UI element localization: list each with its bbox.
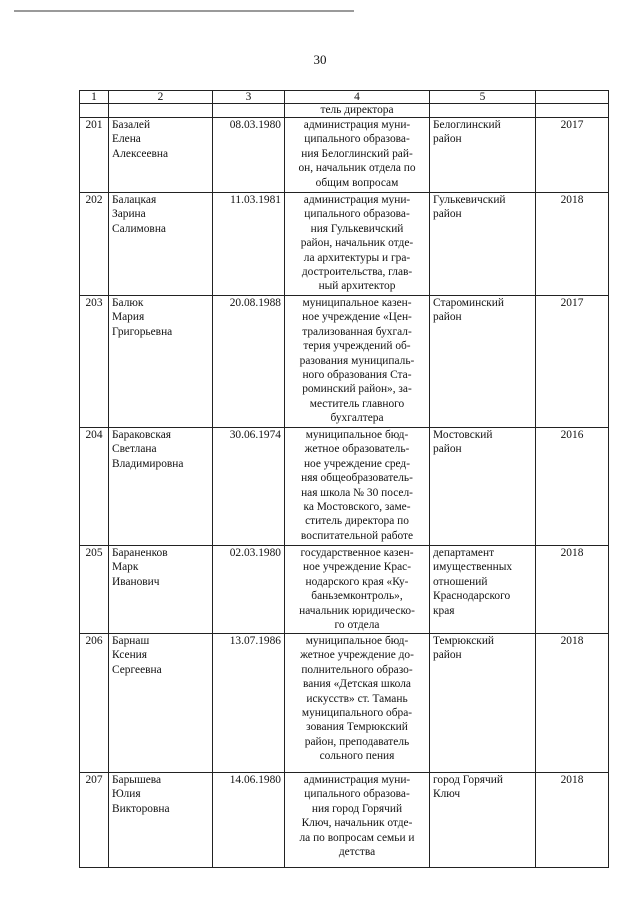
cell-position: тель директора [285, 104, 430, 118]
cell-name [109, 118, 213, 193]
cell-date-text: 11.03.1981 [230, 194, 281, 206]
cell-position-text: государственное казен- ное учреждение Крас- нодарского края «Ку- баньземконтроль», начальник юридическо- го отдела [299, 547, 415, 632]
cell-name [109, 428, 213, 546]
cell-num [80, 773, 109, 868]
cell-place-text: Темрюкский район [433, 635, 495, 662]
cell-name-text: Балацкая Зарина Салимовна [112, 194, 166, 235]
cell-position [285, 634, 430, 773]
cell-num-text: 202 [85, 194, 103, 206]
table-row [80, 193, 609, 296]
cell-year [536, 634, 609, 773]
table-row [80, 634, 609, 773]
page-number: 30 [313, 52, 327, 67]
cell-position-text: муниципальное казен- ное учреждение «Цен- трализованная бухгал- терия учреждений об- разования муниципаль- ного образования Ста- роминский район», за- меститель главного бухгалтера [299, 297, 415, 425]
cell-date [213, 296, 285, 428]
cell-date [213, 104, 285, 118]
cell-position [285, 118, 430, 193]
cell-name-text: Барнаш Ксения Сергеевна [112, 635, 162, 676]
cell-year-text: 2018 [560, 194, 584, 206]
table-row [80, 118, 609, 193]
cell-position-text: администрация муни- ципального образова- ния город Горячий Ключ, начальник отде- ла по вопросам семьи и детства [299, 774, 415, 859]
header-row [80, 91, 609, 104]
cell-year-text: 2016 [560, 429, 584, 441]
header-col-1: 1 [80, 91, 109, 104]
cell-place-text: Гулькевичский район [433, 194, 506, 221]
cell-position-text: муниципальное бюд- жетное учреждение до- полнительного образо- вания «Детская школа искусств» ст. Тамань муниципального обра- зования Темрюкский район, преподаватель сольного пения [300, 635, 414, 763]
cell-date [213, 773, 285, 868]
cell-num [80, 104, 109, 118]
cell-place [430, 773, 536, 868]
cell-place [430, 546, 536, 634]
header-col-6 [536, 91, 609, 104]
table-row [80, 428, 609, 546]
cell-name-text: Бараненков Марк Иванович [112, 547, 168, 588]
registry-table [79, 90, 609, 868]
table-row [80, 296, 609, 428]
cell-place [430, 428, 536, 546]
cell-position [285, 546, 430, 634]
cell-name [109, 546, 213, 634]
cell-name-text: Балюк Мария Григорьевна [112, 297, 173, 338]
cell-place-text: Староминский район [433, 297, 504, 324]
cell-year-text: 2018 [560, 547, 584, 559]
cell-num [80, 634, 109, 773]
cell-place-text: Белоглинский район [433, 119, 501, 146]
cell-year-text: 2018 [560, 635, 584, 647]
table-row [80, 546, 609, 634]
cell-position-text: муниципальное бюд- жетное образователь- ное учреждение сред- няя общеобразователь- ная школа № 30 посел- ка Мостовского, заме- ститель директора по воспитательной работе [300, 429, 414, 542]
cell-position [285, 193, 430, 296]
header-col-3: 3 [213, 91, 285, 104]
cell-place [430, 118, 536, 193]
cell-date-text: 13.07.1986 [229, 635, 281, 647]
cell-position-text: администрация муни- ципального образова- ния Гулькевичский район, начальник отде- ла архитектуры и гра- достроительства, глав- ный архитектор [300, 194, 414, 293]
cell-num-text: 201 [85, 119, 103, 131]
cell-name-text: Бараковская Светлана Владимировна [112, 429, 184, 470]
cell-num [80, 546, 109, 634]
cell-date [213, 634, 285, 773]
cell-num [80, 428, 109, 546]
cell-year [536, 296, 609, 428]
cell-num-text: 207 [85, 774, 103, 786]
cell-year [536, 193, 609, 296]
cell-name [109, 634, 213, 773]
cell-year [536, 773, 609, 868]
header-col-2: 2 [109, 91, 213, 104]
cell-year-text: 2018 [560, 774, 584, 786]
cell-name [109, 773, 213, 868]
cell-place-text: Мостовский район [433, 429, 493, 456]
cell-place [430, 193, 536, 296]
cell-place [430, 296, 536, 428]
header-col-5: 5 [430, 91, 536, 104]
cell-date-text: 08.03.1980 [229, 119, 281, 131]
top-rule [14, 10, 354, 12]
cell-date-text: 30.06.1974 [229, 429, 281, 441]
cell-position-text: администрация муни- ципального образова- ния Белоглинский рай- он, начальник отдела по общим вопросам [298, 119, 416, 189]
cell-date-text: 02.03.1980 [229, 547, 281, 559]
header-col-4: 4 [285, 91, 430, 104]
cell-num-text: 203 [85, 297, 103, 309]
cell-name-text: Барышева Юлия Викторовна [112, 774, 170, 815]
cell-date-text: 20.08.1988 [229, 297, 281, 309]
cell-date-text: 14.06.1980 [229, 774, 281, 786]
cell-year-text: 2017 [560, 297, 584, 309]
cell-position [285, 773, 430, 868]
cell-year [536, 118, 609, 193]
cell-num [80, 118, 109, 193]
cell-position [285, 296, 430, 428]
cell-year-text: 2017 [560, 119, 584, 131]
cell-place-text: город Горячий Ключ [433, 774, 503, 801]
cell-place [430, 634, 536, 773]
cell-date [213, 428, 285, 546]
cell-place [430, 104, 536, 118]
cell-position [285, 428, 430, 546]
cell-date [213, 118, 285, 193]
cell-place-text: департамент имущественных отношений Краснодарского края [433, 547, 513, 617]
cell-num-text: 204 [85, 429, 103, 441]
cell-year [536, 546, 609, 634]
cell-year [536, 428, 609, 546]
cell-num-text: 206 [85, 635, 103, 647]
table-row [80, 773, 609, 868]
cell-num-text: 205 [85, 547, 103, 559]
cell-num [80, 296, 109, 428]
cell-date [213, 193, 285, 296]
cell-num [80, 193, 109, 296]
cell-name [109, 193, 213, 296]
cell-name [109, 296, 213, 428]
cell-date [213, 546, 285, 634]
continuation-row [80, 104, 609, 118]
cell-name [109, 104, 213, 118]
cell-year [536, 104, 609, 118]
cell-name-text: Базалей Елена Алексеевна [112, 119, 169, 160]
